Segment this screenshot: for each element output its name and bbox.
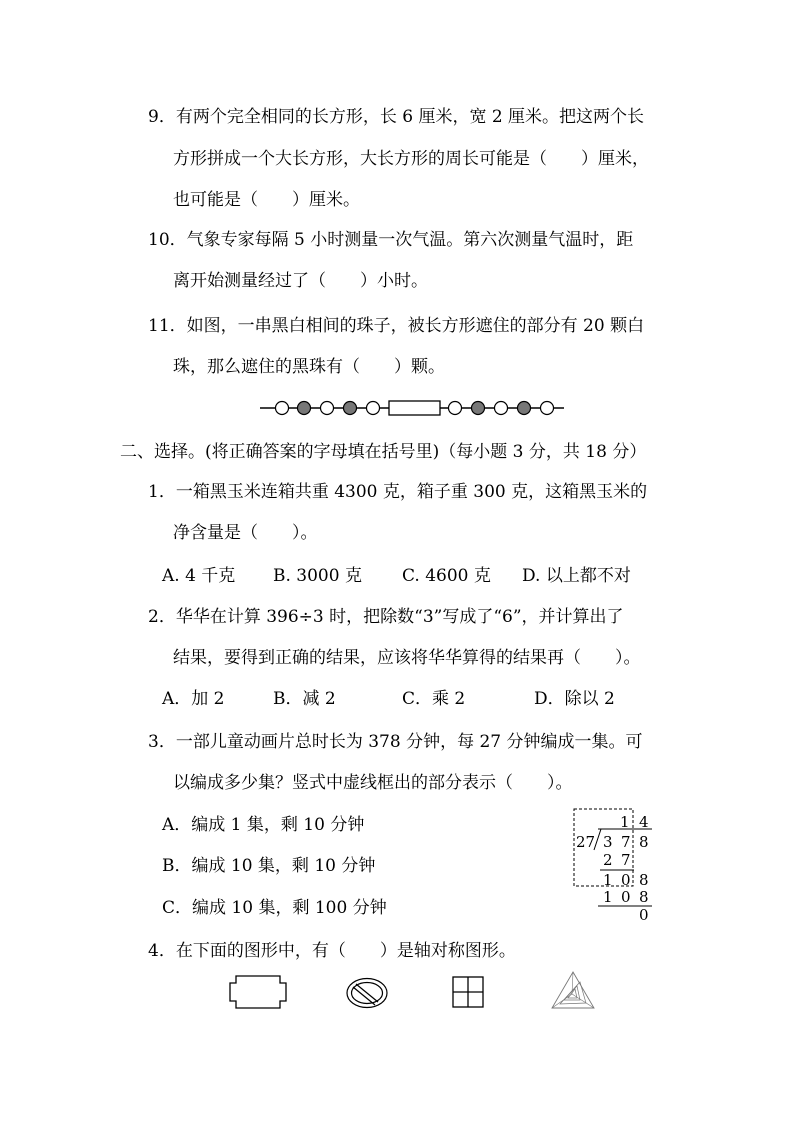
prohibition-sign-shape	[345, 977, 389, 1009]
c1-option-b: B. 3000 克	[273, 566, 362, 586]
white-bead	[495, 402, 508, 415]
c2-line1: 2．华华在计算 396÷3 时，把除数“3”写成了“6”，并计算出了	[148, 607, 624, 627]
remainder-digit: 1	[603, 871, 613, 889]
c2-option-a: A．加 2	[162, 689, 225, 709]
white-bead	[276, 402, 289, 415]
white-bead	[321, 402, 334, 415]
c3-option-b: B．编成 10 集，剩 10 分钟	[162, 856, 376, 876]
q11-line1: 11．如图，一串黑白相间的珠子，被长方形遮住的部分有 20 颗白	[148, 316, 645, 336]
c2-option-c: C．乘 2	[402, 689, 466, 709]
q10-line2: 离开始测量经过了（ ）小时。	[173, 271, 428, 291]
black-bead	[298, 402, 311, 415]
c2-line2: 结果，要得到正确的结果，应该将华华算得的结果再（ ）。	[173, 648, 641, 668]
covering-rectangle	[389, 401, 440, 415]
c4-line1: 4．在下面的图形中，有（ ）是轴对称图形。	[148, 941, 516, 961]
c2-option-b: B．减 2	[273, 689, 336, 709]
c2-option-d: D．除以 2	[534, 689, 615, 709]
black-bead	[518, 402, 531, 415]
white-bead	[541, 402, 554, 415]
step1-digit: 7	[621, 851, 631, 869]
c3-line1: 3．一部儿童动画片总时长为 378 分钟，每 27 分钟编成一集。可	[148, 732, 643, 752]
c1-line2: 净含量是（ ）。	[173, 523, 318, 543]
q10-line1: 10．气象专家每隔 5 小时测量一次气温。第六次测量气温时，距	[148, 230, 634, 250]
q9-line1: 9．有两个完全相同的长方形，长 6 厘米，宽 2 厘米。把这两个长	[148, 107, 645, 127]
white-bead	[367, 402, 380, 415]
quotient-digit: 1	[620, 813, 630, 831]
c1-option-a: A. 4 千克	[162, 566, 236, 586]
dividend-digit: 3	[603, 833, 613, 851]
step1-digit: 2	[603, 851, 613, 869]
step2-digit: 1	[603, 888, 613, 906]
white-bead	[449, 402, 462, 415]
long-division-figure	[570, 806, 660, 924]
dividend-digit: 8	[639, 833, 649, 851]
c3-option-a: A．编成 1 集，剩 10 分钟	[162, 815, 365, 835]
remainder-digit: 0	[621, 871, 631, 889]
c1-option-c: C. 4600 克	[402, 566, 491, 586]
black-bead	[472, 402, 485, 415]
q9-line2: 方形拼成一个大长方形，大长方形的周长可能是（ ）厘米，	[173, 149, 649, 169]
spiral-triangle-shape	[550, 970, 596, 1010]
c1-option-d: D. 以上都不对	[522, 566, 631, 586]
step2-digit: 0	[621, 888, 631, 906]
c1-line1: 1．一箱黑玉米连箱共重 4300 克，箱子重 300 克，这箱黑玉米的	[148, 482, 648, 502]
section-heading: 二、选择。(将正确答案的字母填在括号里)（每小题 3 分，共 18 分）	[120, 442, 647, 462]
final-remainder: 0	[639, 906, 649, 924]
q9-line3: 也可能是（ ）厘米。	[173, 190, 360, 210]
window-grid-shape	[452, 976, 484, 1008]
c3-option-c: C．编成 10 集，剩 100 分钟	[162, 898, 387, 918]
bead-string-figure	[260, 398, 570, 418]
divisor: 27	[576, 833, 596, 851]
remainder-digit: 8	[639, 871, 649, 889]
step2-digit: 8	[639, 888, 649, 906]
black-bead	[344, 402, 357, 415]
quotient-digit: 4	[639, 813, 649, 831]
dividend-digit: 7	[621, 833, 631, 851]
q11-line2: 珠，那么遮住的黑珠有（ ）颗。	[173, 357, 445, 377]
c3-line2: 以编成多少集？竖式中虚线框出的部分表示（ ）。	[173, 773, 573, 793]
notched-rectangle-shape	[228, 974, 288, 1010]
